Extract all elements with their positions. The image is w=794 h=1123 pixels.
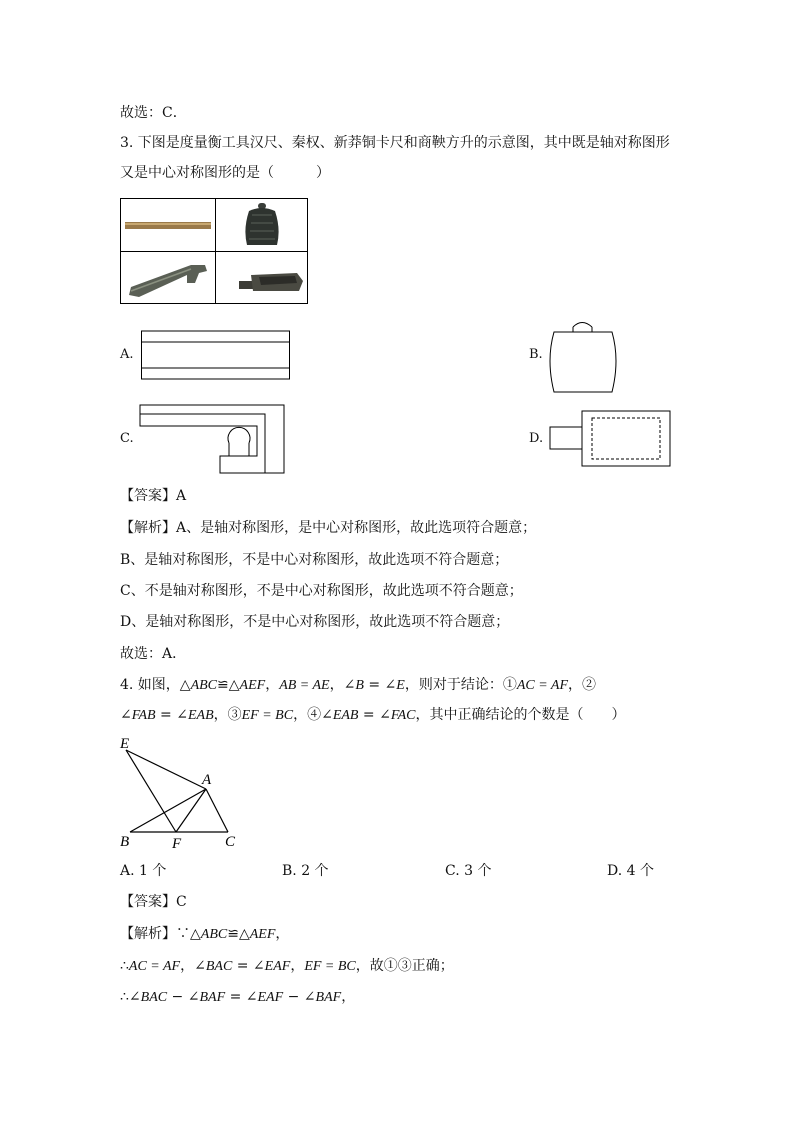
- q3-analysis-line4: D、是轴对称图形，不是中心对称图形，故此选项不符合题意；: [120, 614, 510, 630]
- q4-option-a: A. 1 个: [120, 863, 167, 879]
- q3-option-a-label: A.: [120, 347, 134, 362]
- q3-analysis-line1: 【解析】A、是轴对称图形，是中心对称图形，故此选项符合题意；: [120, 520, 537, 536]
- q4-option-c: C. 3 个: [445, 863, 492, 879]
- label-F: F: [172, 836, 182, 852]
- q4-solution-line2: ∴AC = AF，∠BAC = ∠EAF，EF = BC，故①③正确；: [120, 958, 454, 974]
- triangle-figure: [118, 734, 248, 852]
- q4-option-d: D. 4 个: [607, 863, 654, 879]
- segment-BA: [130, 789, 206, 832]
- q3-option-b-label: B.: [529, 347, 543, 362]
- q4-solution-line1: 【解析】∵△ABC≌△AEF，: [120, 926, 290, 942]
- label-E: E: [120, 736, 130, 752]
- qin-weight-image: [245, 203, 278, 245]
- q4-option-b: B. 2 个: [282, 863, 329, 879]
- answer-choice-line: 故选：C．: [120, 105, 187, 121]
- square-sheng-image: [239, 273, 303, 291]
- q3-option-d-figure: [548, 410, 673, 468]
- q3-option-a-figure: [141, 330, 291, 380]
- tools-photos: [121, 199, 309, 305]
- q3-analysis-line3: C、不是轴对称图形，不是中心对称图形，故此选项不符合题意；: [120, 583, 523, 599]
- question-4-text-line2: ∠FAB = ∠EAB，③EF = BC，④∠EAB = ∠FAC，其中正确结论的个数是（ ）: [120, 707, 626, 723]
- segment-AC: [206, 789, 228, 832]
- question-4-text-line1: 4. 如图，△ABC≌△AEF，AB = AE，∠B = ∠E，则对于结论：①AC = AF，②: [120, 677, 597, 693]
- q3-option-d-label: D.: [529, 431, 544, 446]
- q3-final-choice: 故选：A．: [120, 646, 187, 662]
- question-3-text-line2: 又是中心对称图形的是（ ）: [120, 165, 330, 181]
- q4-answer: 【答案】C: [120, 894, 187, 910]
- q3-option-c-label: C.: [120, 431, 134, 446]
- question-3-text-line1: 3. 下图是度量衡工具汉尺、秦权、新莽铜卡尺和商鞅方升的示意图，其中既是轴对称图形: [120, 135, 670, 151]
- q3-option-c-figure: [139, 404, 289, 474]
- q3-answer: 【答案】A: [120, 488, 187, 504]
- segment-AF: [176, 789, 206, 832]
- q3-analysis-line2: B、是轴对称图形，不是中心对称图形，故此选项不符合题意；: [120, 552, 509, 568]
- q3-option-b-figure: [548, 318, 618, 393]
- measurement-tools-photo-grid: [120, 198, 308, 304]
- label-C: C: [225, 834, 236, 850]
- label-A: A: [202, 772, 212, 788]
- bronze-caliper-image: [129, 265, 207, 297]
- label-B: B: [120, 834, 130, 850]
- q4-solution-line3: ∴∠BAC − ∠BAF = ∠EAF − ∠BAF，: [120, 989, 356, 1005]
